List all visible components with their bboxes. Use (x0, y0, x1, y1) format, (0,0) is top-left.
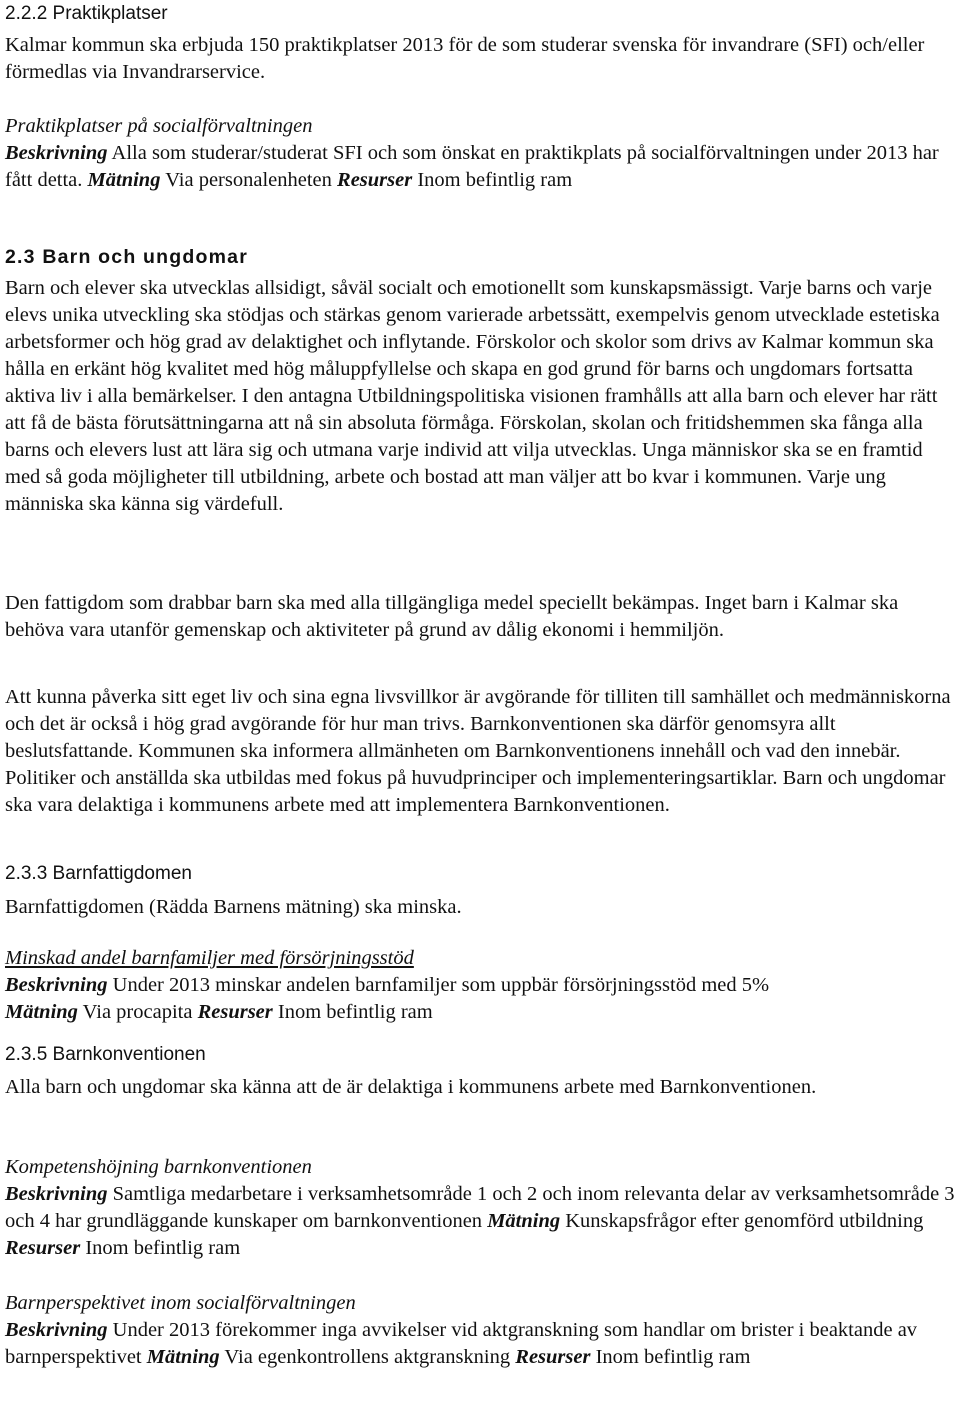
paragraph-barn-ungdomar-2: Den fattigdom som drabbar barn ska med alla tillgängliga medel speciellt bekämpas. Inget barn i Kalmar ska behöva vara utanför gemenskap och aktiviteter på grund av dålig ekonomi i hemmiljön. (5, 592, 899, 641)
indicator-praktikplatser (5, 140, 955, 194)
matning-label: Mätning (487, 1210, 561, 1232)
paragraph-praktikplatser-intro: Kalmar kommun ska erbjuda 150 praktikplatser 2013 för de som studerar svenska för invandrare (SFI) och/eller förmedlas via Invandrarservice. (5, 34, 925, 83)
beskrivning-label: Beskrivning (5, 1183, 108, 1205)
indicator-barnfattigdom (5, 972, 955, 1026)
paragraph-barn-ungdomar-3: Att kunna påverka sitt eget liv och sina egna livsvillkor är avgörande för tilliten till samhället och medmänniskorna och det är också i hög grad avgörande för hur man trivs. Barnkonventionen ska därför genomsyra allt beslutsfattande. Kommunen ska informera allmänheten om Barnkonventionens innehåll och vad den innebär. Politiker och anställda ska utbildas med fokus på huvudprinciper och implementeringsartiklar. Barn och ungdomar ska vara delaktiga i kommunens arbete med att implementera Barnkonventionen. (5, 686, 951, 816)
resurser-label: Resurser (5, 1237, 81, 1259)
matning-text: Via personalenheten (160, 169, 338, 191)
resurser-label: Resurser (337, 169, 413, 191)
matning-label: Mätning (87, 169, 161, 191)
resurser-label: Resurser (197, 1001, 273, 1023)
subheading-text: Minskad andel barnfamiljer med försörjningsstöd (5, 947, 414, 969)
beskrivning-text: Under 2013 minskar andelen barnfamiljer som uppbär försörjningsstöd med 5% (107, 974, 770, 996)
matning-text: Kunskapsfrågor efter genomförd utbildning (560, 1210, 924, 1232)
subheading-barnperspektivet (5, 1290, 955, 1317)
section-heading-2-3-3: 2.3.3 Barnfattigdomen (5, 863, 192, 884)
section-heading-2-3-5: 2.3.5 Barnkonventionen (5, 1044, 206, 1065)
beskrivning-text: Alla som studerar/studerat SFI och som önskat en praktikplats på socialförvaltningen under 2013 har fått detta. (5, 142, 939, 191)
section-heading-2-3: 2.3 Barn och ungdomar (5, 246, 248, 268)
resurser-text: Inom befintlig ram (272, 1001, 433, 1023)
matning-text: Via procapita (77, 1001, 198, 1023)
subheading-praktikplatser-social (5, 113, 955, 140)
beskrivning-label: Beskrivning (5, 142, 108, 164)
matning-label: Mätning (5, 1001, 78, 1023)
beskrivning-text: Samtliga medarbetare i verksamhetsområde 1 och 2 och inom relevanta delar av verksamhetsområde 3 och 4 har grundläggande kunskaper om barnkonventionen (5, 1183, 955, 1232)
subheading-kompetenshojning (5, 1154, 955, 1181)
resurser-text: Inom befintlig ram (412, 169, 573, 191)
paragraph-barnkonventionen-intro: Alla barn och ungdomar ska känna att de är delaktiga i kommunens arbete med Barnkonventionen. (5, 1076, 817, 1098)
paragraph-barn-ungdomar-1: Barn och elever ska utvecklas allsidigt, såväl socialt och emotionellt som kunskapsmässigt. Varje barns och varje elevs unika utveckling ska stödjas och stärkas genom varierade arbetssätt, exempelvis genom utvecklade estetiska arbetsformer och hög grad av delaktighet och inflytande. Förskolor och skolor som drivs av Kalmar kommun ska hålla en erkänt hög kvalitet med hög måluppfyllelse och skapa en god grund för barns och ungdomars fortsatta aktiva liv i alla bemärkelser. I den antagna Utbildningspolitiska visionen framhålls att alla barn och elever har rätt att få de bästa förutsättningarna att nå sin absoluta förmåga. Förskolan, skolan och fritidshemmen ska fånga alla barns och elevers lust att lära sig och utmana varje individ att vilja utvecklas. Unga människor ska se en framtid med så goda möjligheter till utbildning, arbete och bostad att man väljer att bo kvar i kommunen. Varje ung människa ska känna sig värdefull. (5, 277, 940, 515)
subheading-text: Barnperspektivet inom socialförvaltningen (5, 1292, 356, 1314)
indicator-kompetenshojning (5, 1181, 955, 1262)
resurser-text: Inom befintlig ram (590, 1346, 751, 1368)
matning-text: Via egenkontrollens aktgranskning (219, 1346, 516, 1368)
beskrivning-text: Under 2013 förekommer inga avvikelser vid aktgranskning som handlar om brister i beaktande av barnperspektivet (5, 1319, 918, 1368)
subheading-text: Kompetenshöjning barnkonventionen (5, 1156, 312, 1178)
section-heading-2-2-2: 2.2.2 Praktikplatser (5, 3, 168, 24)
resurser-text: Inom befintlig ram (80, 1237, 241, 1259)
resurser-label: Resurser (515, 1346, 591, 1368)
paragraph-barnfattigdomen-intro: Barnfattigdomen (Rädda Barnens mätning) ska minska. (5, 896, 462, 918)
beskrivning-label: Beskrivning (5, 1319, 108, 1341)
matning-label: Mätning (146, 1346, 220, 1368)
beskrivning-label: Beskrivning (5, 974, 108, 996)
indicator-barnperspektivet (5, 1317, 955, 1371)
subheading-text: Praktikplatser på socialförvaltningen (5, 115, 313, 137)
subheading-minskad-andel (5, 945, 955, 972)
